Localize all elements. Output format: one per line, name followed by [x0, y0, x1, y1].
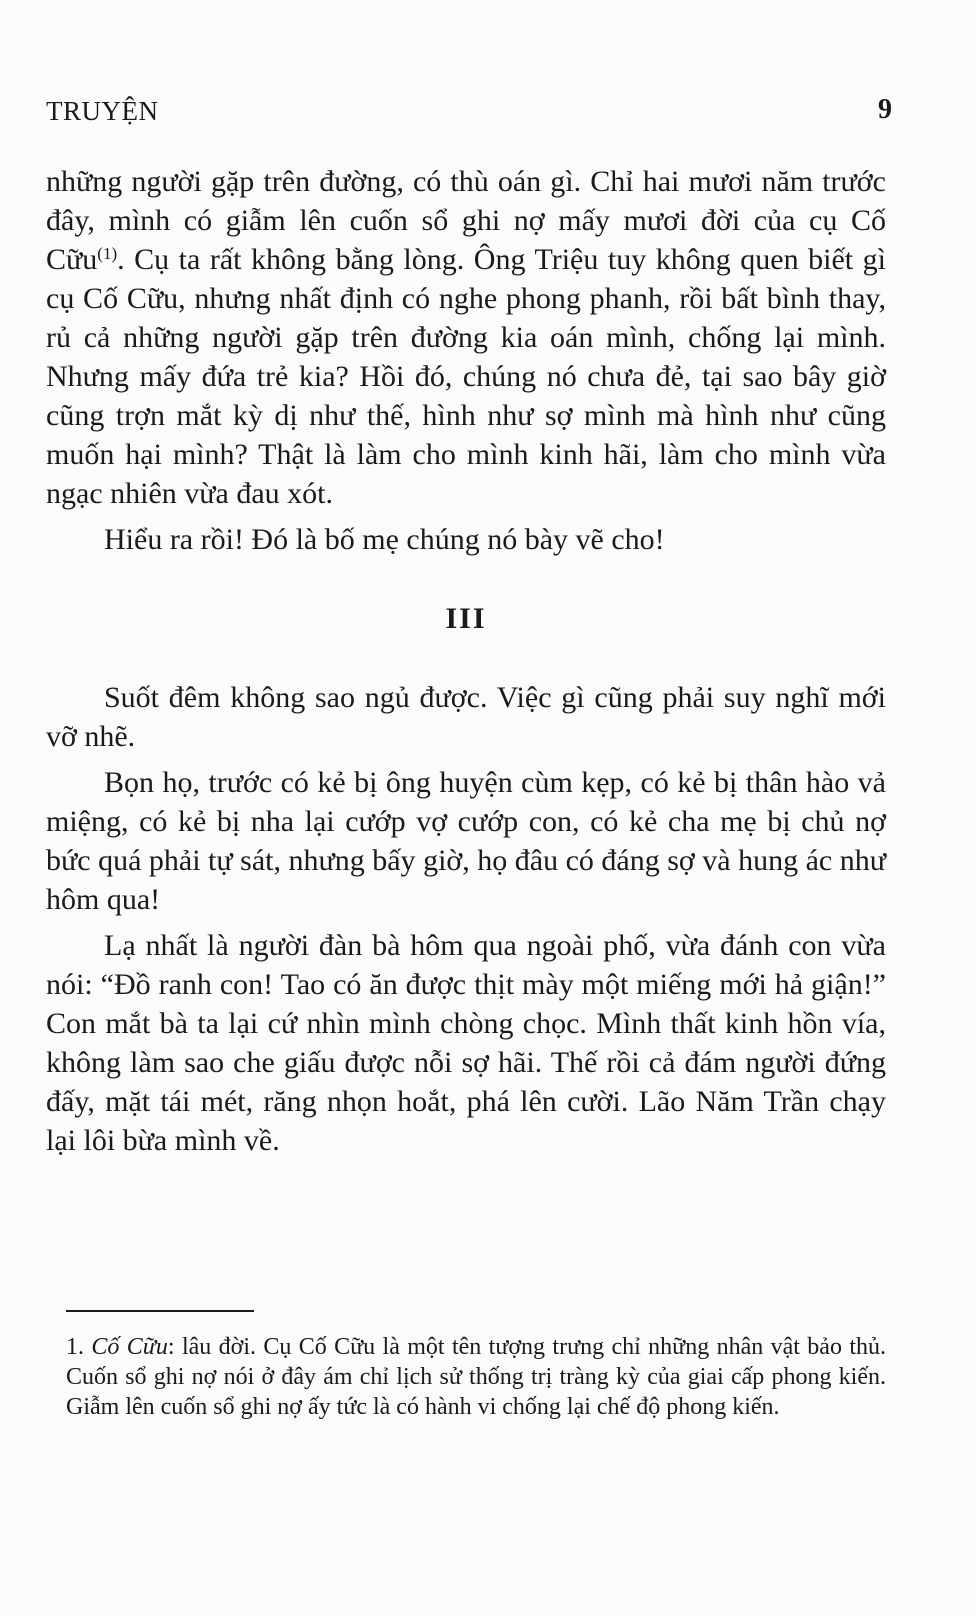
running-title: TRUYỆN — [46, 96, 159, 126]
footnote-term: Cố Cữu — [91, 1334, 168, 1360]
paragraph — [46, 162, 886, 513]
footnote — [66, 1332, 886, 1422]
section-number: III — [445, 602, 487, 635]
paragraph-text: . Cụ ta rất không bằng lòng. Ông Triệu tuy không quen biết gì cụ Cố Cữu, nhưng nhất định có nghe phong phanh, rồi bất bình thay, rủ cả những người gặp trên đường kia oán mình, chống lại mình. Nhưng mấy đứa trẻ kia? Hồi đó, chúng nó chưa đẻ, tại sao bây giờ cũng trợn mắt kỳ dị như thế, hình như sợ mình mà hình như cũng muốn hại mình? Thật là làm cho mình kinh hãi, làm cho mình vừa ngạc nhiên vừa đau xót. — [46, 243, 886, 510]
paragraph: Lạ nhất là người đàn bà hôm qua ngoài phố, vừa đánh con vừa nói: “Đồ ranh con! Tao có ăn được thịt mày một miếng mới hả giận!” Con mắt bà ta lại cứ nhìn mình chòng chọc. Mình thất kinh hồn vía, không làm sao che giấu được nỗi sợ hãi. Thế rồi cả đám người đứng đấy, mặt tái mét, răng nhọn hoắt, phá lên cười. Lão Năm Trần chạy lại lôi bừa mình về. — [46, 929, 886, 1157]
paragraph: Bọn họ, trước có kẻ bị ông huyện cùm kẹp, có kẻ bị thân hào vả miệng, có kẻ bị nha lại cướp vợ cướp con, có kẻ cha mẹ bị chủ nợ bức quá phải tự sát, nhưng bấy giờ, họ đâu có đáng sợ và hung ác như hôm qua! — [46, 766, 886, 916]
footnote-number: 1. — [66, 1334, 84, 1360]
footnote-text: : lâu đời. Cụ Cố Cữu là một tên tượng trưng chỉ những nhân vật bảo thủ. Cuốn sổ ghi nợ nói ở đây ám chỉ lịch sử thống trị tràng kỳ của giai cấp phong kiến. Giẫm lên cuốn sổ ghi nợ ấy tức là có hành vi chống lại chế độ phong kiến. — [66, 1334, 887, 1420]
footnote-reference: (1) — [97, 244, 118, 263]
paragraph-text: những người gặp trên đường, có thù oán gì. Chỉ hai mươi năm trước đây, mình có giẫm lên cuốn sổ ghi nợ mấy mươi đời của cụ Cố Cữu — [46, 165, 886, 276]
running-header — [46, 96, 892, 136]
main-text — [46, 162, 886, 1160]
footnote-divider — [66, 1310, 254, 1312]
footnote-paragraph — [66, 1332, 886, 1422]
paragraph: Suốt đêm không sao ngủ được. Việc gì cũng phải suy nghĩ mới vỡ nhẽ. — [46, 681, 886, 753]
paragraph: Hiểu ra rồi! Đó là bố mẹ chúng nó bày vẽ cho! — [104, 523, 665, 556]
page-number: 9 — [878, 94, 892, 125]
